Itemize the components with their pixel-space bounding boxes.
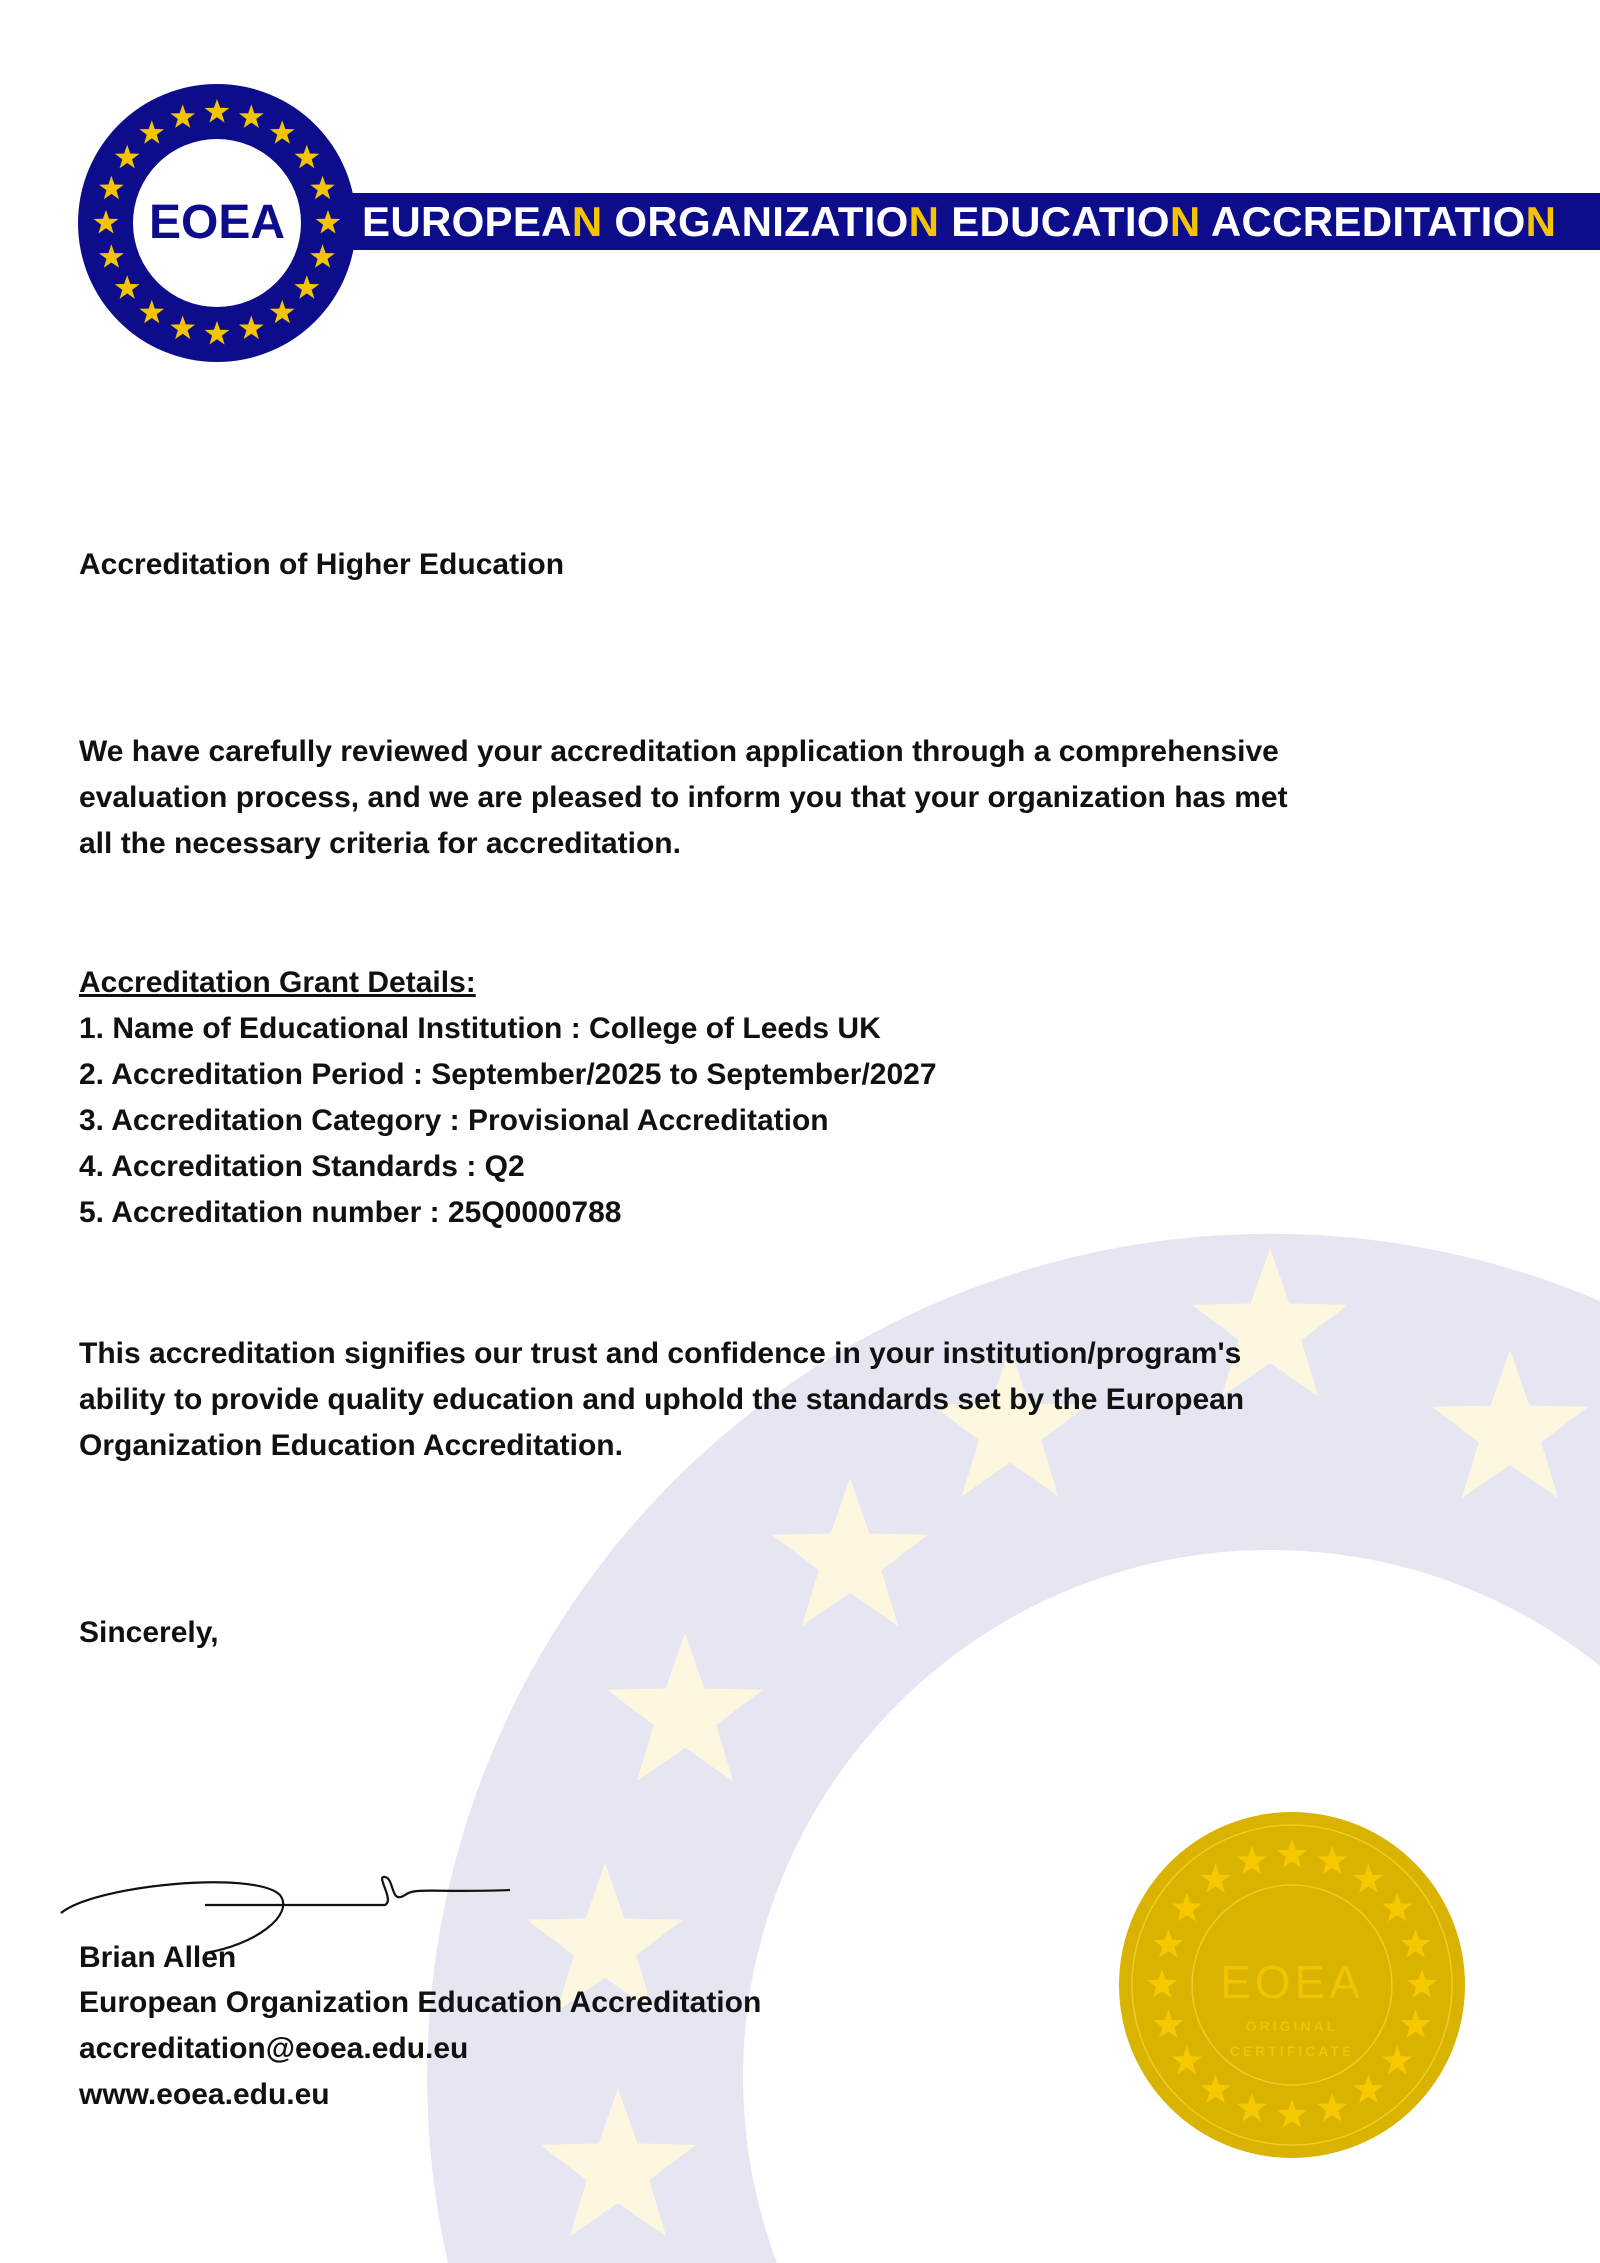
svg-text:EOEA: EOEA — [148, 196, 286, 249]
closing-line: ability to provide quality education and uphold the standards set by the European — [79, 1383, 1245, 1416]
closing-line: This accreditation signifies our trust and confidence in your institution/program's — [79, 1337, 1242, 1370]
original-certificate-seal — [1117, 1810, 1467, 2160]
svg-text:EOEA: EOEA — [1220, 1956, 1364, 2008]
signatory-name: Brian Allen — [79, 1941, 237, 1974]
detail-item: 4. Accreditation Standards : Q2 — [79, 1150, 525, 1183]
signatory-email[interactable]: accreditation@eoea.edu.eu — [79, 2032, 469, 2065]
svg-text:ORIGINAL: ORIGINAL — [1245, 2018, 1339, 2034]
intro-line: all the necessary criteria for accreditation. — [79, 827, 681, 860]
detail-item: 1. Name of Educational Institution : College of Leeds UK — [79, 1012, 881, 1045]
eoea-logo — [78, 84, 356, 362]
intro-line: evaluation process, and we are pleased to inform you that your organization has met — [79, 781, 1288, 814]
closing-line: Organization Education Accreditation. — [79, 1429, 623, 1462]
details-heading: Accreditation Grant Details: — [79, 966, 476, 999]
detail-item: 3. Accreditation Category : Provisional Accreditation — [79, 1104, 829, 1137]
letter-subject: Accreditation of Higher Education — [79, 548, 565, 581]
detail-item: 5. Accreditation number : 25Q0000788 — [79, 1196, 622, 1229]
detail-item: 2. Accreditation Period : September/2025 to September/2027 — [79, 1058, 937, 1091]
intro-line: We have carefully reviewed your accreditation application through a comprehensive — [79, 735, 1279, 768]
salutation: Sincerely, — [79, 1616, 219, 1649]
signatory-organization: European Organization Education Accreditation — [79, 1986, 762, 2019]
svg-text:CERTIFICATE: CERTIFICATE — [1229, 2043, 1355, 2059]
signatory-website[interactable]: www.eoea.edu.eu — [79, 2078, 330, 2111]
organization-banner: EUROPEAN ORGANIZATION EDUCATION ACCREDITATION — [340, 193, 1600, 250]
